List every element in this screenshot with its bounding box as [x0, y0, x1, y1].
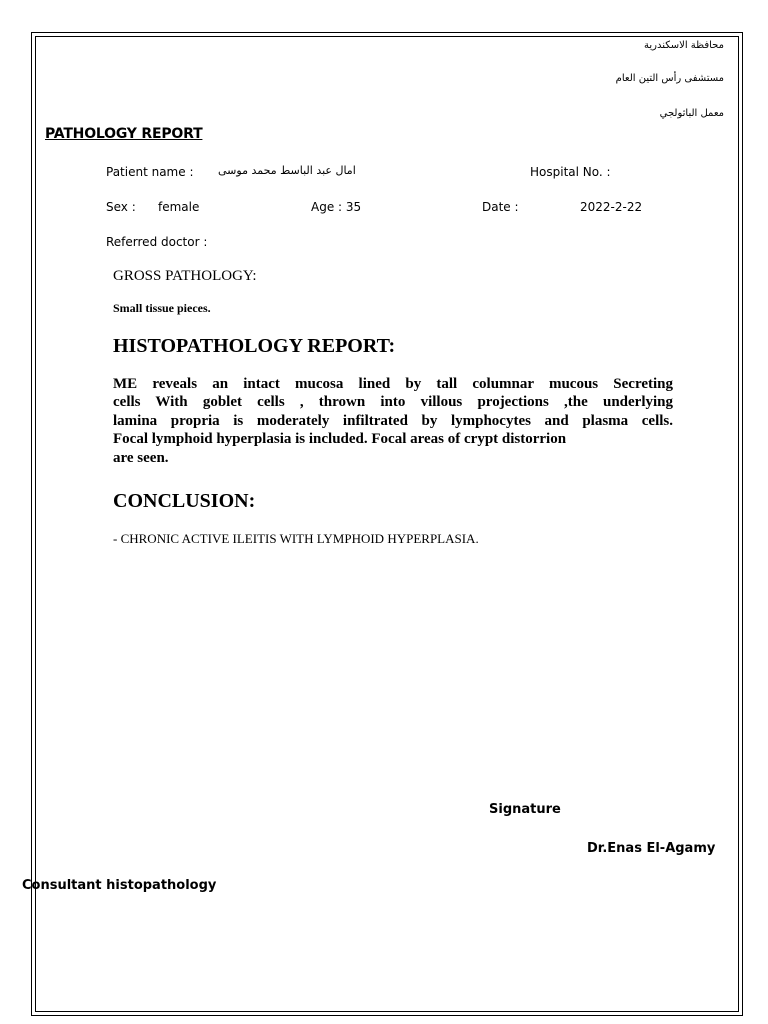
report-title: PATHOLOGY REPORT	[45, 126, 203, 142]
histopathology-line: cells With goblet cells , thrown into villous projections ,the underlying	[113, 394, 673, 411]
lab-header: معمل الباثولجي	[659, 108, 724, 119]
histopathology-line: ME reveals an intact mucosa lined by tall columnar mucous Secreting	[113, 376, 673, 392]
sex-label: Sex :	[106, 200, 136, 214]
governorate-header: محافظة الاسكندرية	[643, 40, 724, 51]
patient-name-label: Patient name :	[106, 165, 194, 179]
hospital-no-label: Hospital No. :	[530, 165, 611, 179]
histopathology-line: Focal lymphoid hyperplasia is included. Focal areas of crypt distorrion	[113, 431, 567, 448]
conclusion-text: - CHRONIC ACTIVE ILEITIS WITH LYMPHOID HYPERPLASIA.	[113, 531, 479, 546]
page-border-inner	[35, 36, 739, 1012]
hospital-header: مستشفى رأس التين العام	[615, 73, 724, 84]
histopathology-body	[113, 375, 673, 467]
referred-doctor-label: Referred doctor :	[106, 235, 208, 249]
signature-label: Signature	[489, 802, 561, 817]
date-label: Date :	[482, 200, 519, 214]
histopathology-line: are seen.	[113, 449, 169, 466]
age-field: Age : 35	[311, 200, 362, 214]
patient-name-value: امال عبد الباسط محمد موسى	[218, 164, 356, 177]
histopathology-heading: HISTOPATHOLOGY REPORT:	[113, 335, 396, 357]
gross-pathology-text: Small tissue pieces.	[113, 301, 211, 315]
date-value: 2022-2-22	[580, 200, 643, 214]
doctor-name: Dr.Enas El-Agamy	[587, 841, 716, 856]
gross-pathology-heading: GROSS PATHOLOGY:	[113, 268, 257, 284]
histopathology-line: lamina propria is moderately infiltrated by lymphocytes and plasma cells.	[113, 412, 673, 429]
conclusion-heading: CONCLUSION:	[113, 490, 256, 512]
sex-value: female	[158, 200, 200, 214]
doctor-title: Consultant histopathology	[22, 878, 217, 893]
